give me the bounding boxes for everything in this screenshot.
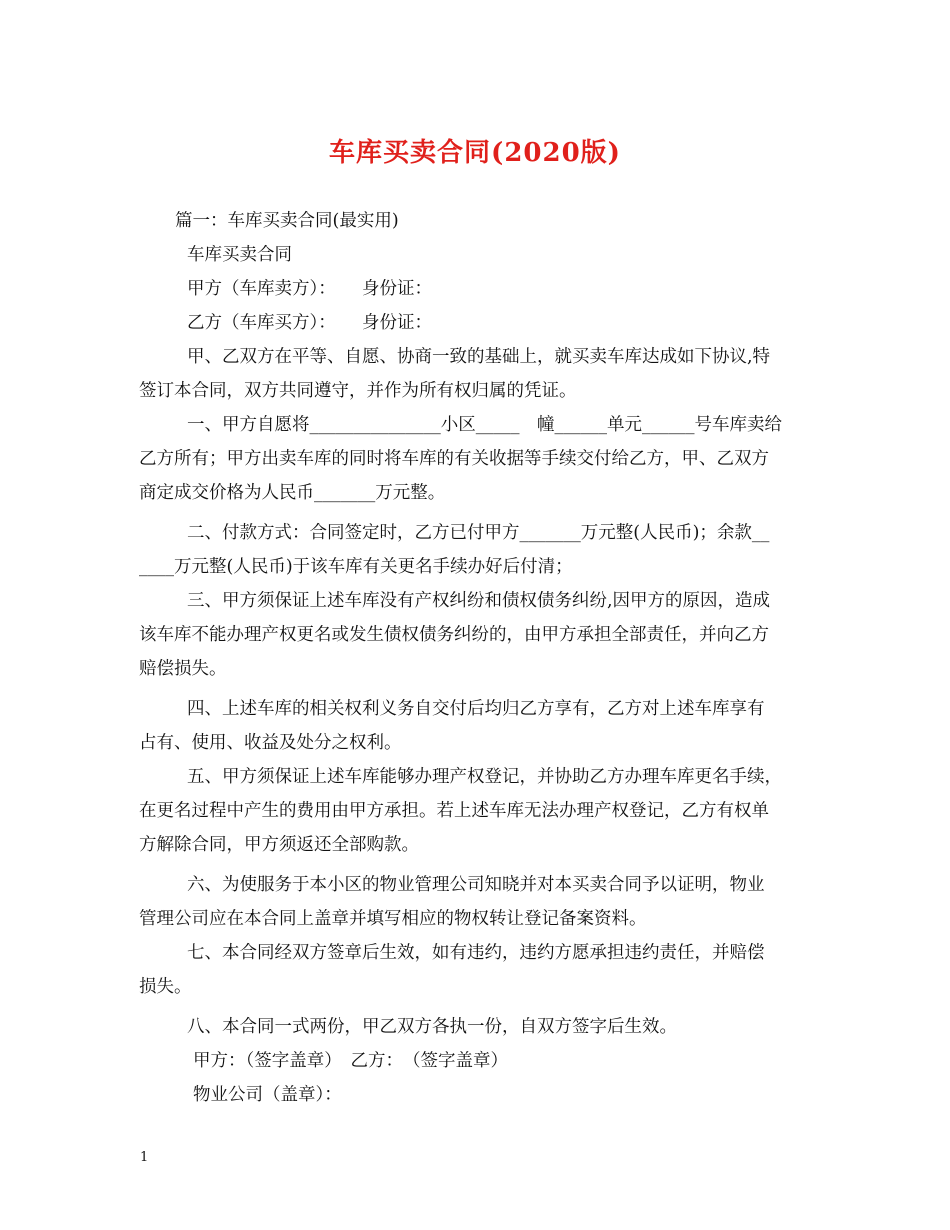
paragraph-line: 甲、乙双方在平等、自愿、协商一致的基础上，就买卖车库达成如下协议,特 — [187, 347, 771, 367]
paragraph-line: 一、甲方自愿将_______________小区_____ 幢______单元______号车库卖给 — [187, 415, 782, 435]
paragraph-line: 在更名过程中产生的费用由甲方承担。若上述车库无法办理产权登记，乙方有权单 — [139, 801, 769, 821]
paragraph-line: 方解除合同，甲方须返还全部购款。 — [139, 835, 419, 855]
paragraph-line: 六、为使服务于本小区的物业管理公司知晓并对本买卖合同予以证明，物业 — [187, 875, 765, 895]
paragraph-line: 签订本合同，双方共同遵守，并作为所有权归属的凭证。 — [139, 381, 577, 401]
paragraph-line: ____万元整(人民币)于该车库有关更名手续办好后付清； — [139, 557, 573, 577]
paragraph-line: 二、付款方式：合同签定时，乙方已付甲方_______万元整(人民币)；余款__ — [187, 523, 770, 543]
page-number: 1 — [140, 1150, 149, 1165]
paragraph-line: 七、本合同经双方签章后生效，如有违约，违约方愿承担违约责任，并赔偿 — [187, 943, 765, 963]
paragraph-line: 八、本合同一式两份，甲乙双方各执一份，自双方签字后生效。 — [187, 1017, 677, 1037]
paragraph-line: 占有、使用、收益及处分之权利。 — [139, 733, 402, 753]
property-company-seal-line: 物业公司（盖章）： — [193, 1085, 342, 1105]
paragraph-line: 五、甲方须保证上述车库能够办理产权登记，并协助乙方办理车库更名手续， — [187, 767, 782, 787]
paragraph-line: 乙方所有；甲方出卖车库的同时将车库的有关收据等手续交付给乙方，甲、乙双方 — [139, 449, 769, 469]
paragraph-line: 损失。 — [139, 977, 192, 997]
paragraph-line: 该车库不能办理产权更名或发生债权债务纠纷的，由甲方承担全部责任，并向乙方 — [139, 625, 769, 645]
party-b-line: 乙方（车库买方）： 身份证： — [187, 313, 432, 333]
paragraph-line: 管理公司应在本合同上盖章并填写相应的物权转让登记备案资料。 — [139, 909, 647, 929]
party-a-line: 甲方（车库卖方）： 身份证： — [187, 279, 432, 299]
contract-name: 车库买卖合同 — [187, 245, 292, 265]
document-title: 车库买卖合同(2020版) — [329, 138, 621, 168]
paragraph-line: 四、上述车库的相关权利义务自交付后均归乙方享有，乙方对上述车库享有 — [187, 699, 765, 719]
section-heading: 篇一：车库买卖合同(最实用) — [175, 211, 399, 231]
paragraph-line: 三、甲方须保证上述车库没有产权纠纷和债权债务纠纷,因甲方的原因，造成 — [187, 591, 771, 611]
paragraph-line: 赔偿损失。 — [139, 659, 227, 679]
signature-line: 甲方：（签字盖章） 乙方： （签字盖章） — [193, 1051, 508, 1071]
paragraph-line: 商定成交价格为人民币_______万元整。 — [139, 483, 446, 503]
